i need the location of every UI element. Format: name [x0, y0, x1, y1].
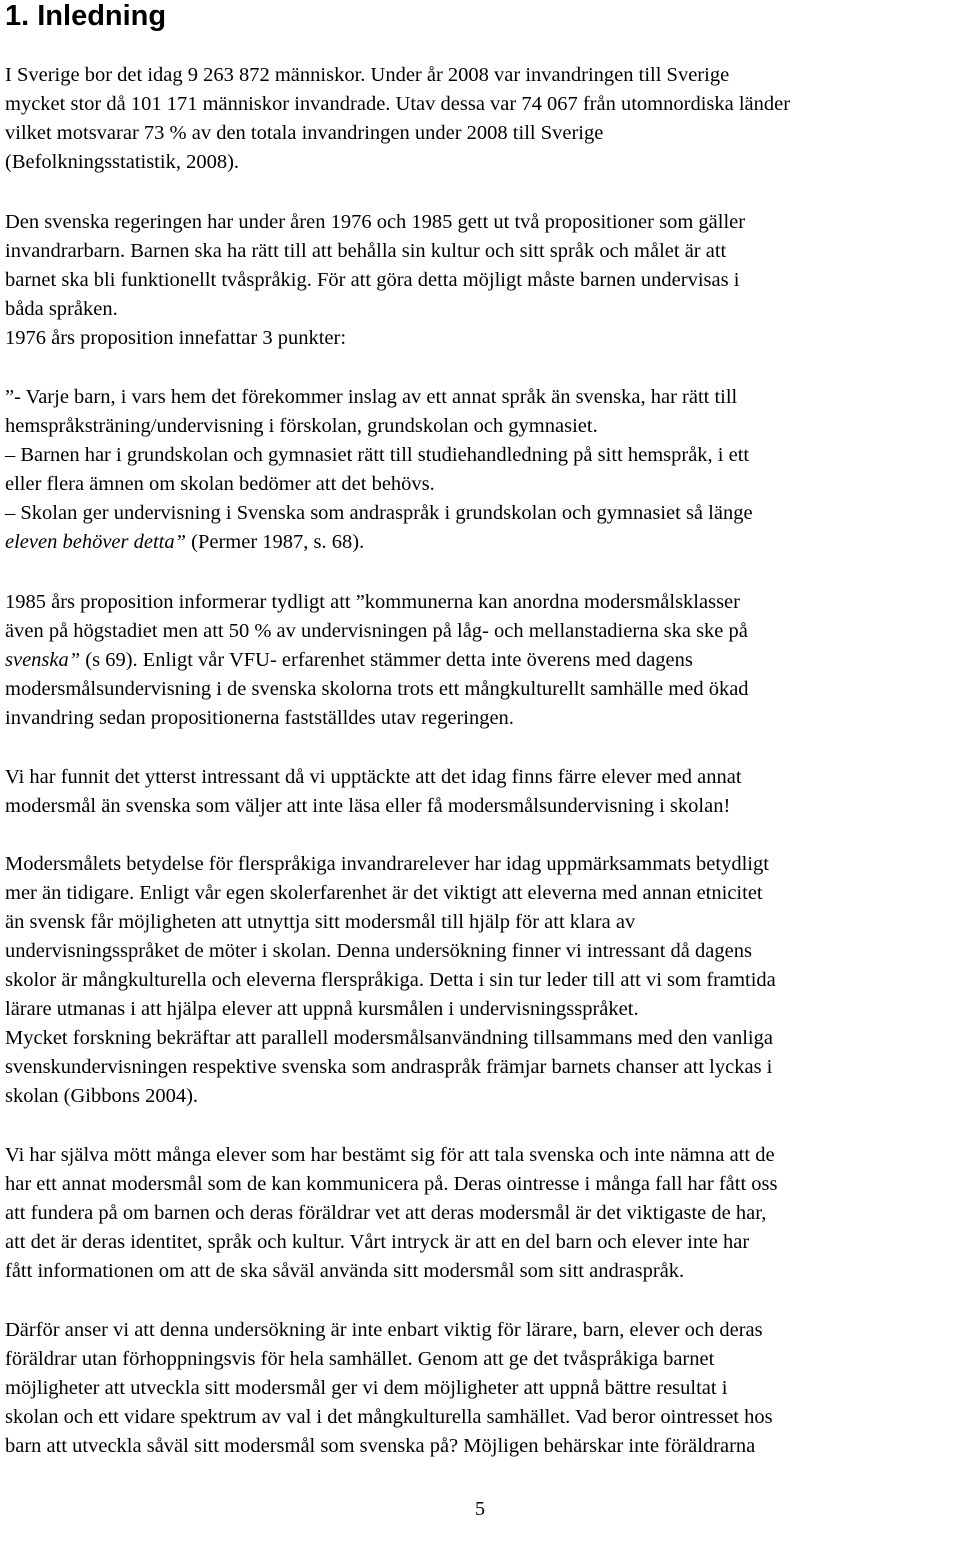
text-line: invandrarbarn. Barnen ska ha rätt till att behålla sin kultur och sitt språk och målet är att [5, 240, 727, 262]
citation: (Permer 1987, s. 68). [186, 531, 365, 553]
text-line: – Barnen har i grundskolan och gymnasiet rätt till studiehandledning på sitt hemspråk, i ett [5, 444, 750, 466]
text-line: föräldrar utan förhoppningsvis för hela samhället. Genom att ge det tvåspråkiga barnet [5, 1348, 715, 1370]
quote-1976-points [5, 383, 955, 557]
text-line: båda språken. [5, 298, 118, 320]
paragraph-population [5, 61, 955, 177]
text-line: vilket motsvarar 73 % av den totala invandringen under 2008 till Sverige [5, 122, 604, 144]
text-line: Mycket forskning bekräftar att parallell modersmålsanvändning tillsammans med den vanliga [5, 1027, 773, 1049]
text-line: Därför anser vi att denna undersökning är inte enbart viktig för lärare, barn, elever och deras [5, 1319, 763, 1341]
text-line: 1985 års proposition informerar tydligt att ”kommunerna kan anordna modersmålsklasser [5, 591, 740, 613]
text-line [5, 528, 955, 557]
paragraph-interest [5, 763, 955, 821]
text-line: hemspråksträning/undervisning i förskolan, grundskolan och gymnasiet. [5, 415, 598, 437]
italic-quote: svenska” [5, 649, 81, 671]
paragraph-mother-tongue [5, 850, 955, 1111]
text-line: (Befolkningsstatistik, 2008). [5, 151, 240, 173]
paragraph-conclusion [5, 1316, 955, 1461]
text-line: fått informationen om att de ska såväl använda sitt modersmål som sitt andraspråk. [5, 1260, 685, 1282]
text-line: mycket stor då 101 171 människor invandrade. Utav dessa var 74 067 från utomnordiska länder [5, 93, 791, 115]
text-line [5, 646, 955, 675]
text-line: modersmål än svenska som väljer att inte läsa eller få modersmålsundervisning i skolan! [5, 795, 731, 817]
text-line: att fundera på om barnen och deras föräldrar vet att deras modersmål är det viktigaste de har, [5, 1202, 767, 1224]
text-line: modersmålsundervisning i de svenska skolorna trots ett mångkulturellt samhälle med ökad [5, 678, 749, 700]
text-line: Den svenska regeringen har under åren 1976 och 1985 gett ut två propositioner som gäller [5, 211, 746, 233]
text-line: undervisningsspråket de möter i skolan. Denna undersökning finner vi intressant då dagens [5, 940, 752, 962]
paragraph-experiences [5, 1141, 955, 1286]
page-number: 5 [475, 1498, 485, 1520]
text-run: (s 69). Enligt vår VFU- erfarenhet stämmer detta inte överens med dagens [80, 649, 693, 671]
text-line: barnet ska bli funktionellt tvåspråkig. För att göra detta möjligt måste barnen undervisas i [5, 269, 740, 291]
paragraph-propositions [5, 208, 955, 353]
text-line: mer än tidigare. Enligt vår egen skolerfarenhet är det viktigt att eleverna med annan etnicitet [5, 882, 763, 904]
text-line: än svensk får möjligheten att utnyttja sitt modersmål till hjälp för att klara av [5, 911, 636, 933]
text-line: invandring sedan propositionerna fastställdes utav regeringen. [5, 707, 514, 729]
text-line: lärare utmanas i att hjälpa elever att uppnå kursmålen i undervisningsspråket. [5, 998, 639, 1020]
text-line: barn att utveckla såväl sitt modersmål som svenska på? Möjligen behärskar inte föräldrarna [5, 1435, 756, 1457]
text-line: svenskundervisningen respektive svenska som andraspråk främjar barnets chanser att lyckas i [5, 1056, 773, 1078]
text-line: ”- Varje barn, i vars hem det förekommer inslag av ett annat språk än svenska, har rätt till [5, 386, 738, 408]
paragraph-1985-proposition [5, 588, 955, 733]
text-line: har ett annat modersmål som de kan kommunicera på. Deras ointresse i många fall har fått oss [5, 1173, 778, 1195]
text-line: Vi har funnit det ytterst intressant då vi upptäckte att det idag finns färre elever med annat [5, 766, 742, 788]
text-line: möjligheter att utveckla sitt modersmål ger vi dem möjligheter att uppnå bättre resultat i [5, 1377, 728, 1399]
text-line: även på högstadiet men att 50 % av undervisningen på låg- och mellanstadierna ska ske på [5, 620, 748, 642]
text-line: 1976 års proposition innefattar 3 punkter: [5, 327, 347, 349]
text-line: eller flera ämnen om skolan bedömer att det behövs. [5, 473, 435, 495]
text-line: I Sverige bor det idag 9 263 872 människor. Under år 2008 var invandringen till Sverige [5, 64, 730, 86]
text-line: skolor är mångkulturella och eleverna flerspråkiga. Detta i sin tur leder till att vi som framtida [5, 969, 776, 991]
text-line: Modersmålets betydelse för flerspråkiga invandrarelever har idag uppmärksammats betydligt [5, 853, 769, 875]
text-line: skolan och ett vidare spektrum av val i det mångkulturella samhället. Vad beror ointresset hos [5, 1406, 773, 1428]
italic-quote: eleven behöver detta” [5, 531, 187, 553]
text-line: skolan (Gibbons 2004). [5, 1085, 199, 1107]
text-line: Vi har själva mött många elever som har bestämt sig för att tala svenska och inte nämna att de [5, 1144, 775, 1166]
section-heading: 1. Inledning [5, 0, 167, 32]
text-line: att det är deras identitet, språk och kultur. Vårt intryck är att en del barn och elever inte har [5, 1231, 750, 1253]
text-line: – Skolan ger undervisning i Svenska som andraspråk i grundskolan och gymnasiet så länge [5, 502, 753, 524]
